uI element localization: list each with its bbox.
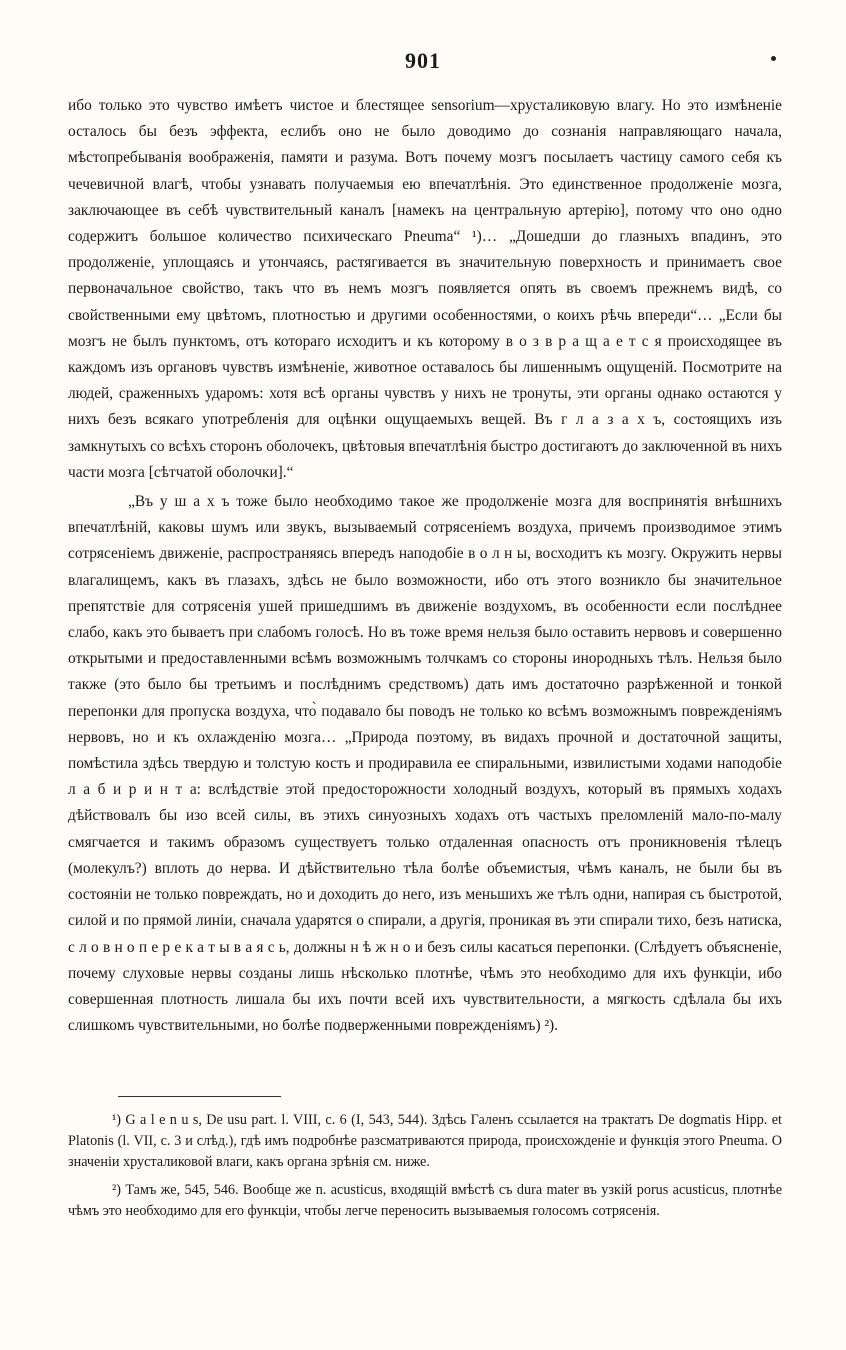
paragraph: „Въ у ш а х ъ тоже было необходимо такое же продолженіе мозга для воспринятія внѣшнихъ впечатлѣній, каковы шумъ или звукъ, вызываемый сотрясеніемъ воздуха, причемъ производимое этимъ сотрясеніемъ движеніе, распространяясь впередъ наподобіе в о л н ы, восходитъ къ мозгу. Окружить нервы влагалищемъ, какъ въ глазахъ, здѣсь не было возможности, ибо отъ этого возникло бы значительное препятствіе для сотрясенія ушей пришедшимъ въ движеніе воздухомъ, въ особенности если послѣднее слабо, какъ это бываетъ при слабомъ голосѣ. Но въ тоже время нельзя было оставить нервовъ и совершенно открытыми и предоставленными всѣмъ возможнымъ толчкамъ со стороны инородныхъ тѣлъ. Нельзя было также (это было бы третьимъ и послѣднимъ средствомъ) дать имъ достаточно разрѣженной и тонкой перепонки для пропуска воздуха, что̀ подавало бы поводъ не только ко всѣмъ возможнымъ поврежденіямъ нервовъ, но и къ охлажденію мозга… „Природа поэтому, въ видахъ прочной и достаточной защиты, помѣстила здѣсь твердую и толстую кость и продиравила ее спиральными, извилистыми ходами наподобіе л а б и р и н т а: вслѣдствіе этой предосторожности холодный воздухъ, который въ прямыхъ ходахъ дѣйствовалъ бы изо всей силы, въ этихъ синуозныхъ ходахъ отъ частыхъ преломленій мало-по-малу смягчается и такимъ образомъ существуетъ только отдаленная опасность отъ проникновенія тѣлецъ (молекулъ?) вплоть до нерва. И дѣйствительно тѣла болѣе объемистыя, чѣмъ каналъ, не были бы въ состояніи не только повреждать, но и доходить до него, изъ меньшихъ же тѣлъ одни, напирая съ быстротой, силой и по прямой линіи, сначала ударятся о спирали, а другія, проникая въ эти спирали тихо, безъ натиска, с л о в н о п е р е к а т ы в а я с ь, должны н ѣ ж н о и безъ силы касаться перепонки. (Слѣдуетъ объясненіе, почему слуховые нервы созданы лишь нѣсколько плотнѣе, чѣмъ это необходимо для ихъ функціи, ибо совершенная плотность лишала бы ихъ почти всей ихъ чувствительности, а мягкость сдѣлала бы ихъ слишкомъ чувствительными, но болѣе подверженными поврежденіямъ) ²).: [68, 493, 782, 1035]
print-speck: [771, 56, 776, 61]
footnotes: [68, 1110, 782, 1228]
page-number: 901: [405, 48, 441, 73]
paragraph: ибо только это чувство имѣетъ чистое и блестящее sensorium—хрусталиковую влагу. Но это измѣненіе осталось бы безъ эффекта, еслибъ оно не было доводимо до сознанія направляющаго начала, мѣстопребыванія воображенія, памяти и разума. Вотъ почему мозгъ посылаетъ частицу самого себя къ чечевичной влагѣ, чтобы узнавать получаемыя ею впечатлѣнія. Это единственное продолженіе мозга, заключающее въ себѣ чувствительный каналъ [намекъ на центральную артерію], потому что оно одно содержитъ большое количество психическаго Pneuma“ ¹)… „Дошедши до глазныхъ впадинъ, это продолженіе, уплощаясь и утончаясь, растягивается въ значительную поверхность и принимаетъ свое первоначальное свойство, такъ что въ немъ мозгъ появляется опять въ своемъ прежнемъ видѣ, со свойственными ему цвѣтомъ, плотностью и другими особенностями, о коихъ рѣчь впереди“… „Если бы мозгъ не былъ пунктомъ, отъ котораго исходитъ и къ которому в о з в р а щ а е т с я происходящее въ каждомъ изъ органовъ чувствъ измѣненіе, животное оставалось бы лишеннымъ ощущеній. Посмотрите на людей, сраженныхъ ударомъ: хотя всѣ органы чувствъ у нихъ не тронуты, эти органы однако остаются у нихъ безъ всякаго употребленія для оцѣнки ощущаемыхъ вещей. Въ г л а з а х ъ, состоящихъ изъ замкнутыхъ со всѣхъ сторонъ оболочекъ, цвѣтовыя впечатлѣнія быстро достигаютъ до заключенной въ нихъ части мозга [сѣтчатой оболочки].“: [68, 97, 782, 481]
footnote: ²) Тамъ же, 545, 546. Вообще же n. acusticus, входящій вмѣстѣ съ dura mater въ узкій porus acusticus, плотнѣе чѣмъ это необходимо для его функціи, чтобы легче переносить вызываемыя голосомъ сотрясенія.: [68, 1181, 782, 1219]
footnote-separator: [118, 1096, 281, 1097]
main-text: [68, 93, 782, 1039]
footnote: ¹) G a l e n u s, De usu part. l. VIII, c. 6 (I, 543, 544). Здѣсь Галенъ ссылается на трактатъ De dogmatis Hipp. et Platonis (l. VII, c. 3 и слѣд.), гдѣ имъ подробнѣе разсматриваются природа, происхожденіе и функція этого Pneuma. О значеніи хрусталиковой влаги, какъ органа зрѣнія см. ниже.: [68, 1112, 782, 1171]
